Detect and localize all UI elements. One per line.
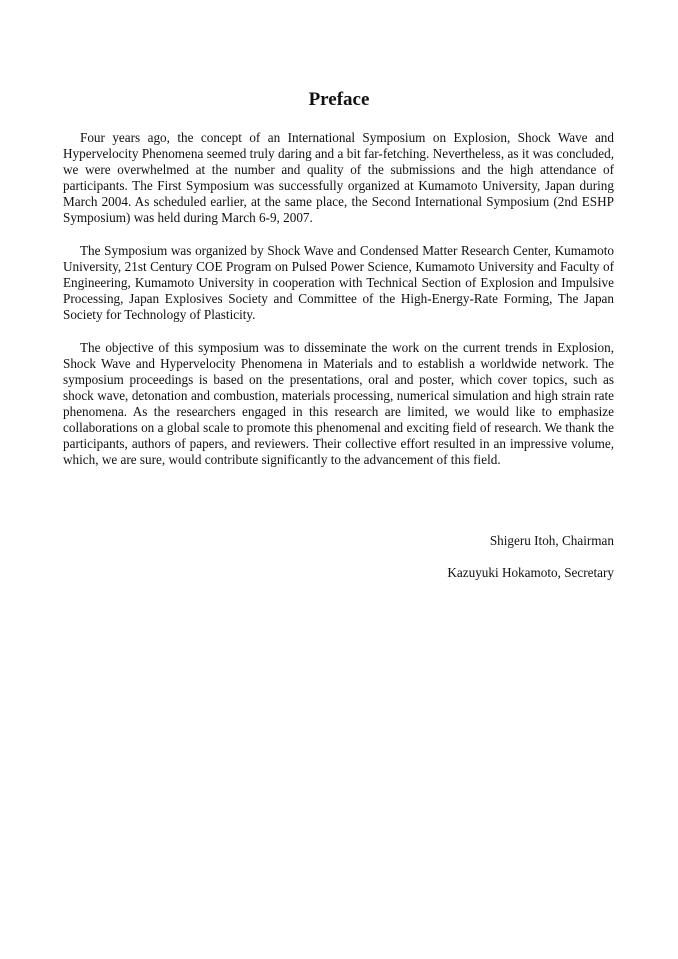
paragraph-3: The objective of this symposium was to disseminate the work on the current trends in Explosion, Shock Wave and Hypervelocity Phenomena in Materials and to establish a worldwide network. The symposium proceedings is based on the presentations, oral and poster, which cover topics, such as shock wave, detonation and combustion, materials processing, numerical simulation and high strain rate phenomena. As the researchers engaged in this research are limited, we would like to emphasize collaborations on a global scale to promote this phenomenal and exciting field of research. We thank the participants, authors of papers, and reviewers. Their collective effort resulted in an impressive volume, which, we are sure, would contribute significantly to the advancement of this field.	[63, 340, 614, 467]
signature-block	[447, 533, 614, 597]
page-title: Preface	[308, 89, 370, 110]
signature-secretary: Kazuyuki Hokamoto, Secretary	[447, 565, 614, 580]
preface-body	[63, 130, 614, 485]
paragraph-1: Four years ago, the concept of an International Symposium on Explosion, Shock Wave and Hypervelocity Phenomena seemed truly daring and a bit far-fetching. Nevertheless, as it was concluded, we were overwhelmed at the number and quality of the submissions and the high attendance of participants. The First Symposium was successfully organized at Kumamoto University, Japan during March 2004. As scheduled earlier, at the same place, the Second International Symposium (2nd ESHP Symposium) was held during March 6-9, 2007.	[63, 130, 614, 225]
signature-chairman: Shigeru Itoh, Chairman	[489, 533, 614, 548]
paragraph-2: The Symposium was organized by Shock Wave and Condensed Matter Research Center, Kumamoto University, 21st Century COE Program on Pulsed Power Science, Kumamoto University and Faculty of Engineering, Kumamoto University in cooperation with Technical Section of Explosion and Impulsive Processing, Japan Explosives Society and Committee of the High-Energy-Rate Forming, The Japan Society for Technology of Plasticity.	[63, 243, 614, 322]
